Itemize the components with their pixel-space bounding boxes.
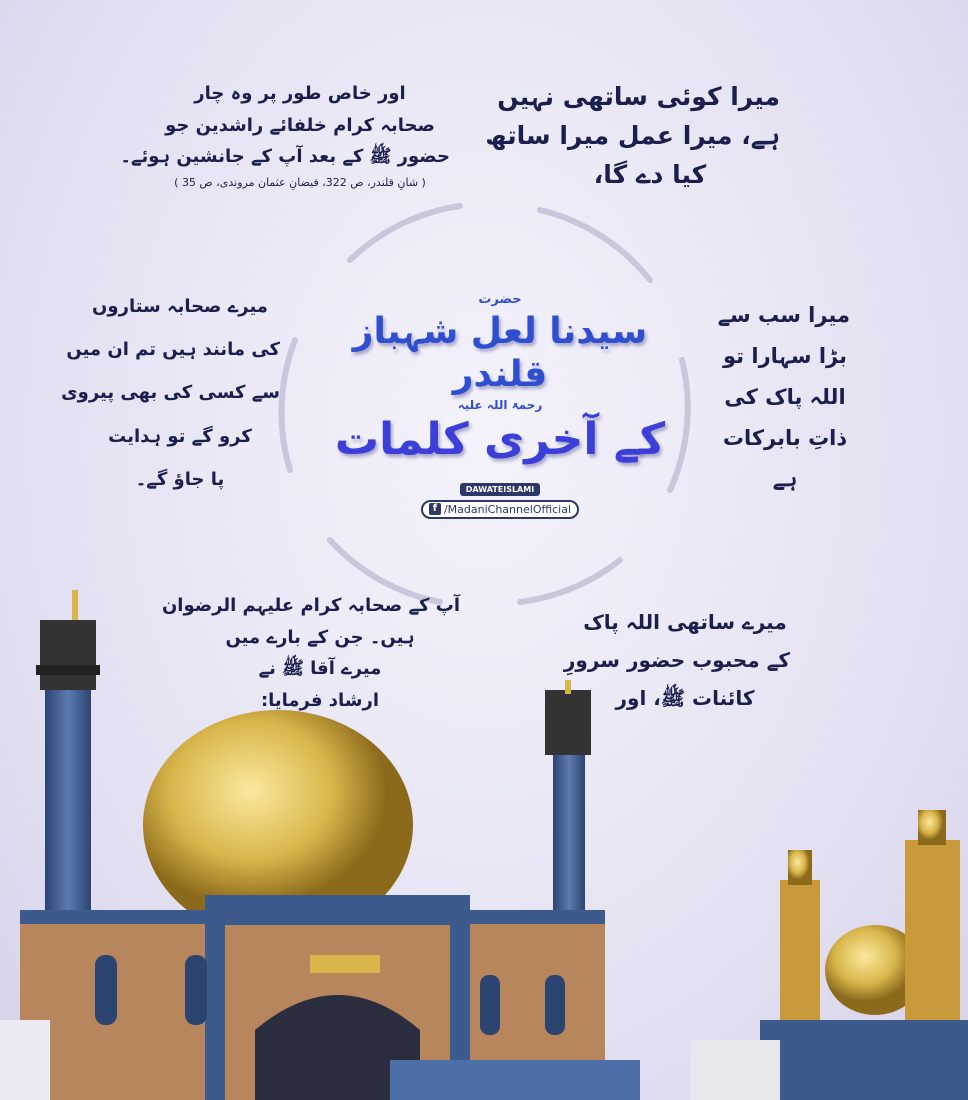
citation: ( شانِ قلندر، ص 322، فیضانِ عثمان مروندی، ص 35 ) (174, 175, 426, 189)
quote-right (717, 295, 850, 500)
quote-line: کائنات ﷺ، اور (615, 686, 755, 710)
quote-top-right (485, 78, 780, 194)
title-name: سیدنا لعل شہباز قلندر (352, 310, 648, 395)
quote-line: حضور ﷺ کے بعد آپ کے جانشین ہوئے۔ (120, 146, 450, 167)
title-blessing: رحمۃ اللہ علیہ (457, 397, 543, 412)
quote-line: میرے آقا ﷺ نے (258, 658, 382, 679)
quote-top-left (120, 78, 450, 192)
quote-line: اور خاص طور پر وہ چار (194, 83, 406, 104)
quote-line: میرے ساتھی اللہ پاک (583, 610, 787, 634)
quote-line: ارشاد فرمایا: (260, 689, 380, 711)
quote-line: آپ کے صحابہ کرام علیہم الرضوان (161, 595, 460, 616)
shrine-illustration (0, 580, 968, 1100)
quote-line: کے محبوب حضور سرورِ (563, 648, 790, 672)
facebook-link[interactable] (421, 500, 579, 519)
org-label: DAWATEISLAMI (460, 483, 540, 496)
quote-line: صحابہ کرام خلفائے راشدین جو (165, 114, 435, 136)
title-subtitle: کے آخری کلمات (334, 414, 666, 466)
quote-line: کی مانند ہیں تم ان میں (66, 339, 280, 361)
quote-line: پا جاؤ گے۔ (135, 468, 225, 490)
quote-line: میرا کوئی ساتھی نہیں (497, 82, 780, 111)
quote-line: سے کسی کی بھی پیروی (61, 382, 280, 404)
channel-badge (421, 477, 579, 519)
quote-line: میرا سب سے (717, 303, 850, 327)
quote-line: میرے صحابہ ستاروں (92, 296, 268, 317)
quote-line: کیا دے گا، (593, 159, 707, 189)
quote-line: ہیں۔ جن کے بارے میں (225, 626, 415, 648)
quote-line: ذاتِ بابرکات (722, 425, 848, 450)
facebook-icon: f (429, 503, 441, 515)
quote-line: کرو گے تو ہدایت (108, 425, 252, 447)
quote-left (61, 285, 280, 501)
quote-line: بڑا سہارا تو (723, 343, 847, 368)
quote-line: ہے، میرا عمل میرا ساتھ (485, 120, 780, 150)
quote-line: ہے (772, 466, 798, 491)
facebook-handle: /MadaniChannelOfficial (443, 502, 572, 516)
title-block (300, 292, 700, 519)
right-shrine (690, 810, 968, 1100)
quote-line: اللہ پاک کی (724, 384, 846, 409)
title-honorific: حضرت (478, 292, 522, 307)
